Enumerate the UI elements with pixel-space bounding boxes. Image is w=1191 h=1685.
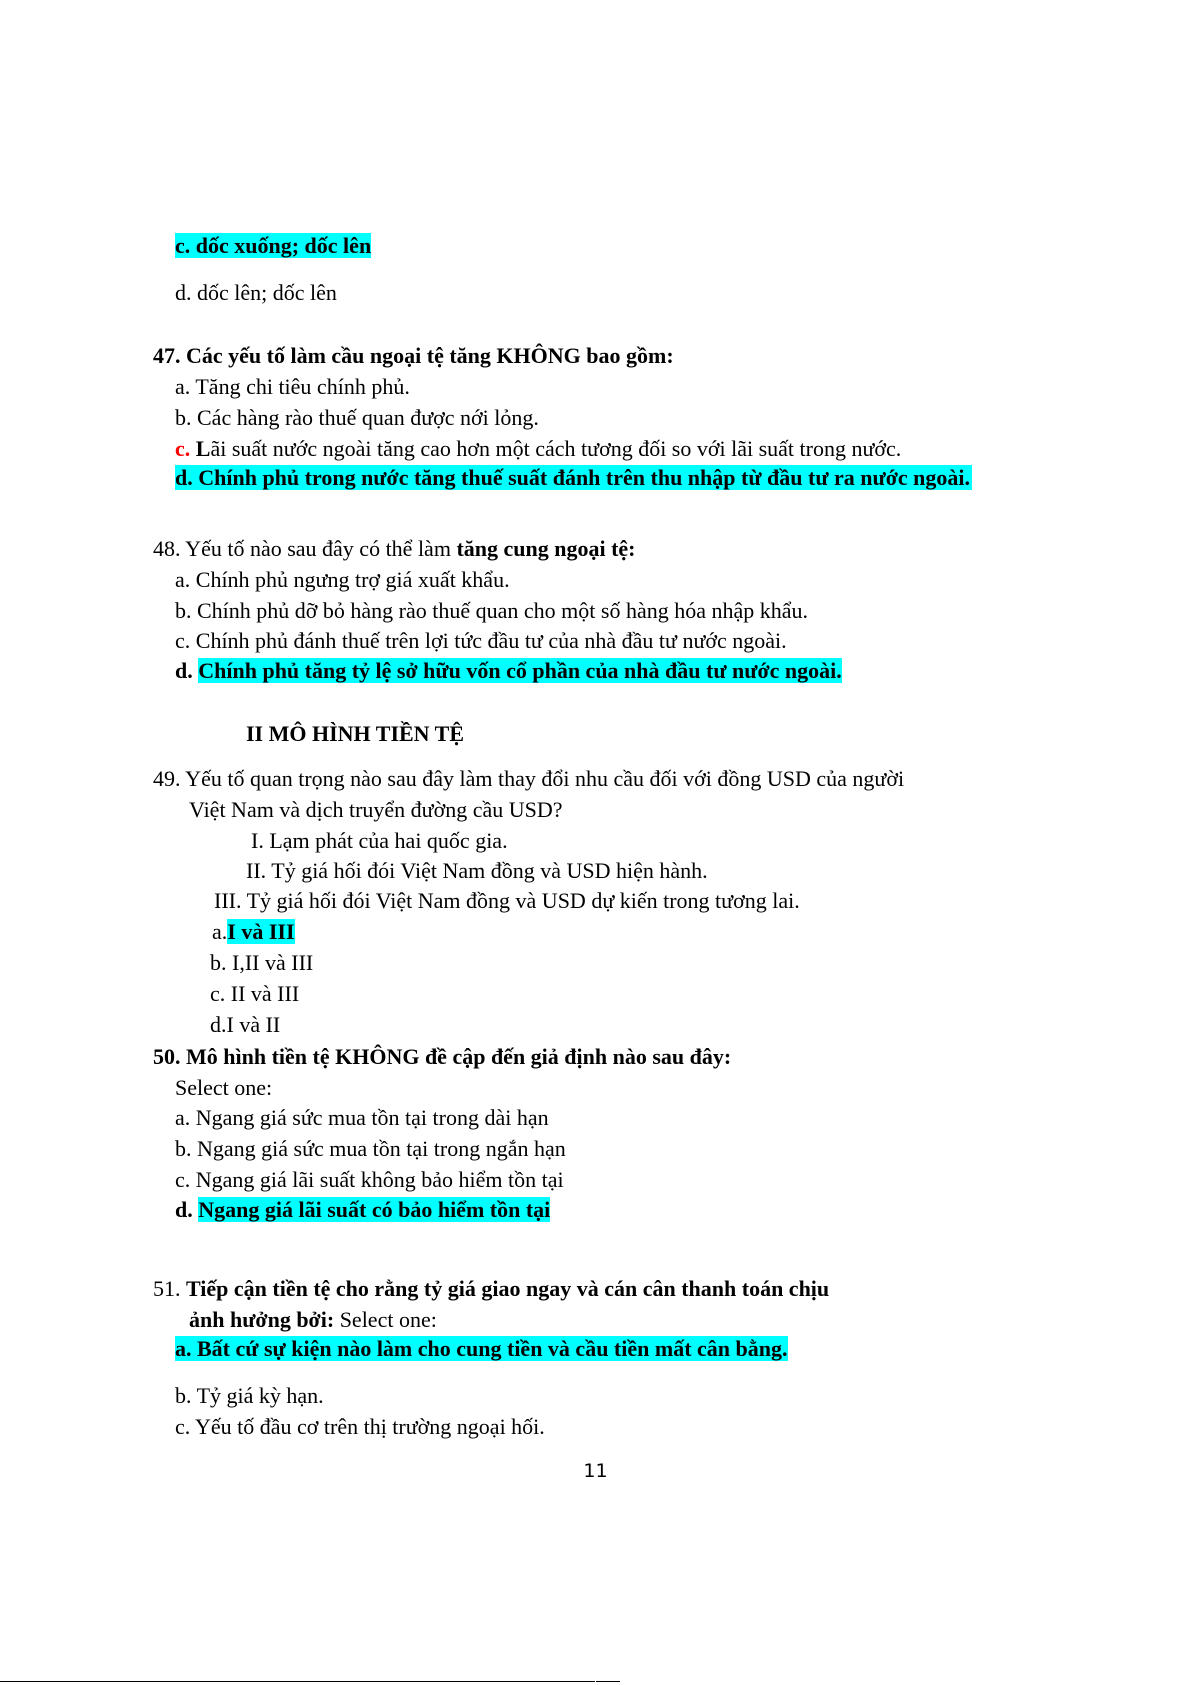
q46-option-c-correct: c. dốc xuống; dốc lên	[175, 233, 372, 258]
q49-item-1: I. Lạm phát của hai quốc gia.	[251, 828, 508, 853]
page-number: 11	[583, 1460, 608, 1482]
q50-option-a: a. Ngang giá sức mua tồn tại trong dài hạn	[175, 1105, 549, 1130]
q49-title-line1: 49. Yếu tố quan trọng nào sau đây làm thay đổi nhu cầu đối với đồng USD của người	[153, 766, 905, 791]
q49-item-3: III. Tỷ giá hối đói Việt Nam đồng và USD dự kiến trong tương lai.	[214, 888, 800, 913]
q49-option-b: b. I,II và III	[210, 950, 314, 975]
q50-option-d-correct: d. Ngang giá lãi suất có bảo hiểm tồn tại	[175, 1197, 551, 1222]
q49-option-c: c. II và III	[210, 981, 300, 1006]
q47-option-c-letter: c.	[175, 436, 191, 461]
q49-option-a-correct: a.I và III	[212, 919, 295, 944]
q47-option-c: c. Lãi suất nước ngoài tăng cao hơn một cách tương đối so với lãi suất trong nước.	[175, 436, 902, 461]
bottom-rule	[0, 1681, 595, 1682]
q51-option-b: b. Tỷ giá kỳ hạn.	[175, 1383, 324, 1408]
q48-option-b: b. Chính phủ dỡ bỏ hàng rào thuế quan cho một số hàng hóa nhập khẩu.	[175, 598, 809, 623]
q50-select-one: Select one:	[175, 1075, 273, 1100]
bottom-rule-segment	[596, 1681, 620, 1682]
q51-option-c: c. Yếu tố đầu cơ trên thị trường ngoại hối.	[175, 1414, 545, 1439]
q50-title: 50. Mô hình tiền tệ KHÔNG đề cập đến giả định nào sau đây:	[153, 1044, 732, 1069]
q49-option-d: d.I và II	[210, 1012, 281, 1037]
q51-option-a-correct: a. Bất cứ sự kiện nào làm cho cung tiền và cầu tiền mất cân bằng.	[175, 1336, 788, 1361]
q46-option-d: d. dốc lên; dốc lên	[175, 280, 337, 305]
q47-option-a: a. Tăng chi tiêu chính phủ.	[175, 374, 410, 399]
q51-title-line2: ảnh hưởng bởi: Select one:	[189, 1307, 437, 1332]
q51-title-line1: 51. Tiếp cận tiền tệ cho rằng tỷ giá giao ngay và cán cân thanh toán chịu	[153, 1276, 830, 1301]
q50-option-b: b. Ngang giá sức mua tồn tại trong ngắn hạn	[175, 1136, 566, 1161]
q49-item-2: II. Tỷ giá hối đói Việt Nam đồng và USD hiện hành.	[246, 858, 708, 883]
q48-option-c: c. Chính phủ đánh thuế trên lợi tức đầu tư của nhà đầu tư nước ngoài.	[175, 628, 787, 653]
q47-option-b: b. Các hàng rào thuế quan được nới lỏng.	[175, 405, 539, 430]
q49-title-line2: Việt Nam và dịch truyển đường cầu USD?	[189, 797, 563, 822]
section-title: II MÔ HÌNH TIỀN TỆ	[246, 721, 465, 746]
q50-option-c: c. Ngang giá lãi suất không bảo hiểm tồn tại	[175, 1167, 564, 1192]
q48-title: 48. Yếu tố nào sau đây có thể làm tăng cung ngoại tệ:	[153, 536, 636, 561]
q47-option-d-correct: d. Chính phủ trong nước tăng thuế suất đánh trên thu nhập từ đầu tư ra nước ngoài.	[175, 465, 971, 490]
q47-title: 47. Các yếu tố làm cầu ngoại tệ tăng KHÔNG bao gồm:	[153, 343, 674, 368]
q48-option-d-correct: d. Chính phủ tăng tỷ lệ sở hữu vốn cổ phần của nhà đầu tư nước ngoài.	[175, 658, 842, 683]
q48-option-a: a. Chính phủ ngưng trợ giá xuất khẩu.	[175, 567, 510, 592]
